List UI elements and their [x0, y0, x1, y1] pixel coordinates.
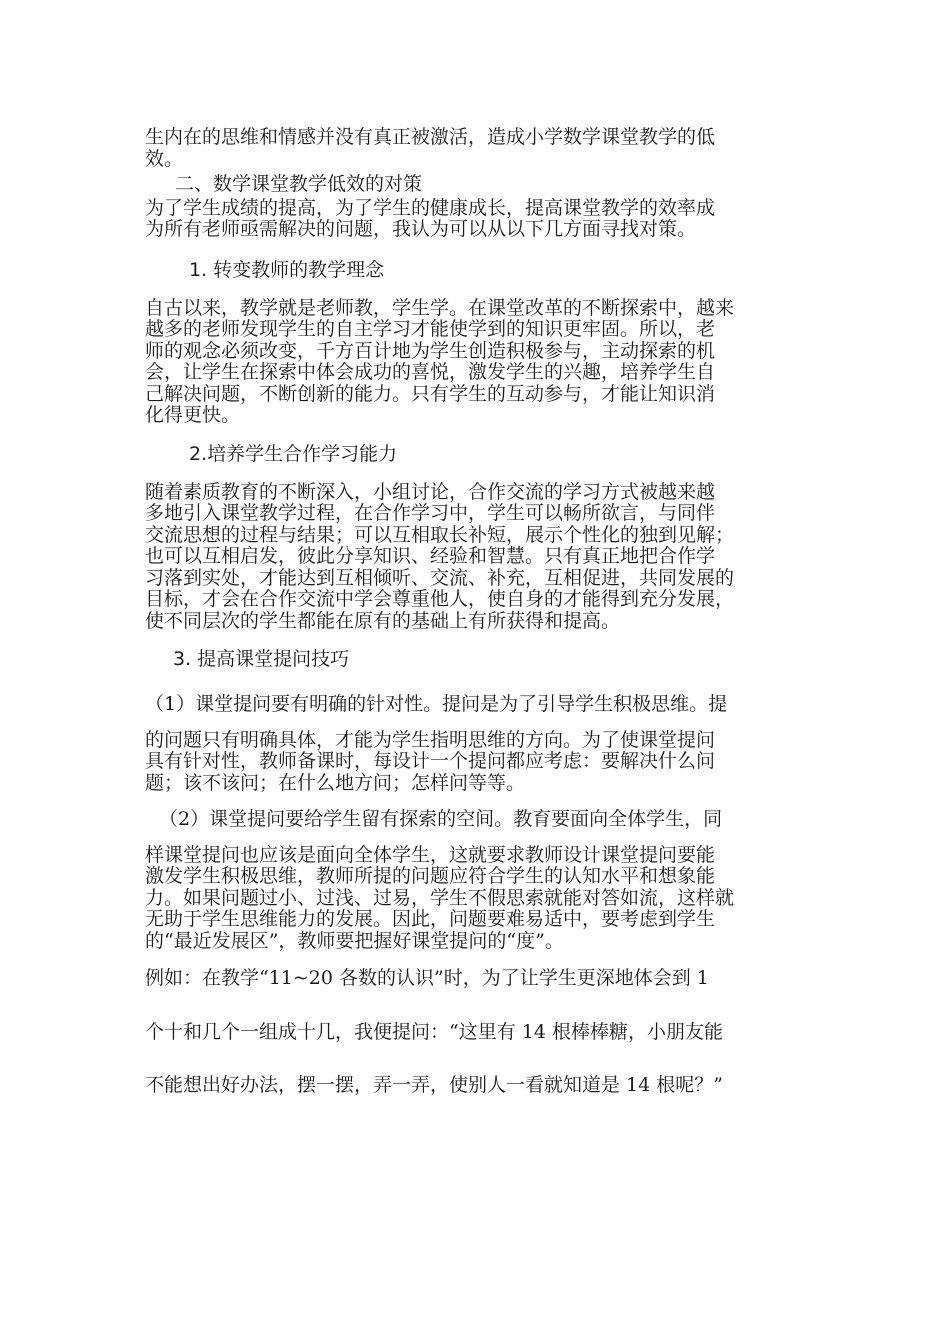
- subheading-2: 2.培养学生合作学习能力: [189, 442, 398, 465]
- text-line: 具有针对性，教师备课时，每设计一个提问都应考虑：要解决什么问: [145, 750, 716, 772]
- text-line: 交流思想的过程与结果；可以互相取长补短，展示个性化的独到见解；: [145, 523, 735, 546]
- text-line: 例如：在教学“11~20 各数的认识”时，为了让学生更深地体会到 1: [145, 967, 709, 989]
- text-line: （2）课堂提问要给学生留有探索的空间。教育要面向全体学生，同: [159, 808, 723, 830]
- text-line: 题；该不该问；在什么地方问；怎样问等等。: [145, 771, 526, 794]
- paragraph-1: [145, 298, 810, 427]
- paragraph-3b: [145, 809, 810, 952]
- text-line: 为了学生成绩的提高，为了学生的健康成长，提高课堂教学的效率成: [145, 196, 716, 219]
- text-line: 的问题只有明确具体，才能为学生指明思维的方向。为了使课堂提问: [145, 728, 716, 751]
- text-line: 随着素质教育的不断深入，小组讨论，合作交流的学习方式被越来越: [145, 480, 716, 503]
- text-line: 使不同层次的学生都能在原有的基础上有所获得和提高。: [145, 609, 621, 632]
- text-line: 习落到实处，才能达到互相倾听、交流、补充，互相促进，共同发展的: [145, 566, 735, 589]
- text-line: 也可以互相启发，彼此分享知识、经验和智慧。只有真正地把合作学: [145, 545, 716, 567]
- text-line: 自古以来，教学就是老师教，学生学。在课堂改革的不断探索中，越来: [145, 296, 735, 319]
- paragraph-3a: [145, 694, 810, 794]
- subheading-1: 1. 转变教师的教学理念: [189, 258, 385, 281]
- text-line: 样课堂提问也应该是面向全体学生，这就要求教师设计课堂提问要能: [145, 843, 716, 866]
- text-line: 会，让学生在探索中体会成功的喜悦，激发学生的兴趣，培养学生自: [145, 361, 716, 383]
- intro-paragraph: [145, 127, 810, 170]
- text-line: 为所有老师亟需解决的问题，我认为可以从以下几方面寻找对策。: [145, 218, 697, 240]
- text-line: 越多的老师发现学生的自主学习才能使学到的知识更牢固。所以，老: [145, 318, 716, 340]
- text-line: （1）课堂提问要有明确的针对性。提问是为了引导学生积极思维。提: [145, 693, 728, 715]
- text-line: 生内在的思维和情感并没有真正被激活，造成小学数学课堂教学的低: [145, 126, 716, 148]
- text-line: 激发学生积极思维，教师所提的问题应符合学生的认知水平和想象能: [145, 865, 716, 887]
- text-line: 师的观念必须改变，千方百计地为学生创造积极参与，主动探索的机: [145, 339, 716, 362]
- text-line: 力。如果问题过小、过浅、过易，学生不假思索就能对答如流，这样就: [145, 886, 735, 909]
- paragraph-2: [145, 482, 810, 633]
- text-line: 己解决问题，不断创新的能力。只有学生的互动参与，才能让知识消: [145, 382, 716, 405]
- section-intro-paragraph: [145, 198, 810, 241]
- section-heading: 二、数学课堂教学低效的对策: [175, 173, 423, 195]
- text-line: 个十和几个一组成十几，我便提问：“这里有 14 根棒棒糖，小朋友能: [145, 1020, 723, 1043]
- text-line: 效。: [145, 147, 184, 170]
- text-line: 的“最近发展区”，教师要把握好课堂提问的“度”。: [145, 929, 564, 952]
- text-line: 多地引入课堂教学过程，在合作学习中，学生可以畅所欲言，与同伴: [145, 502, 716, 524]
- text-line: 无助于学生思维能力的发展。因此，问题要难易适中，要考虑到学生: [145, 908, 716, 930]
- text-line: 不能想出好办法，摆一摆，弄一弄，使别人一看就知道是 14 根呢？”: [145, 1074, 723, 1096]
- subheading-3: 3. 提高课堂提问技巧: [173, 648, 350, 670]
- document-page: [145, 120, 810, 1097]
- example-paragraph: [145, 968, 810, 1097]
- text-line: 目标，才会在合作交流中学会尊重他人，使自身的才能得到充分发展，: [145, 588, 735, 610]
- text-line: 化得更快。: [145, 404, 241, 426]
